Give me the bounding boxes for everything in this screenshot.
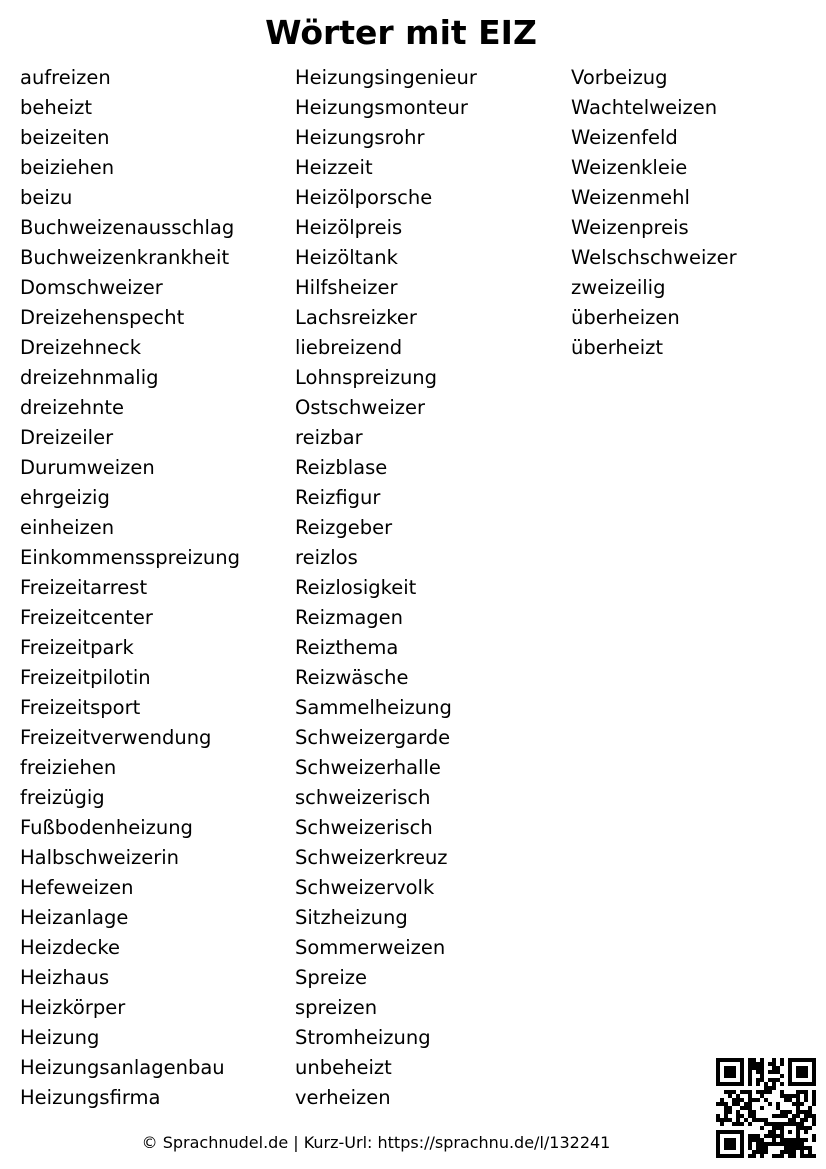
word-item: Heizung: [20, 1026, 100, 1049]
word-item: Freizeitpark: [20, 636, 134, 659]
word-item: Heizanlage: [20, 906, 129, 929]
word-item: Hefeweizen: [20, 876, 134, 899]
word-item: Reizwäsche: [295, 666, 409, 689]
word-item: Vorbeizug: [571, 66, 668, 89]
word-item: zweizeilig: [571, 276, 666, 299]
word-item: Durumweizen: [20, 456, 155, 479]
word-item: Schweizerisch: [295, 816, 433, 839]
word-item: Freizeitcenter: [20, 606, 153, 629]
footer-copyright[interactable]: © Sprachnudel.de | Kurz-Url: https://sprachnu.de/l/132241: [141, 1133, 611, 1152]
word-item: Einkommensspreizung: [20, 546, 241, 569]
word-item: Dreizehenspecht: [20, 306, 185, 329]
word-item: dreizehnte: [20, 396, 124, 419]
word-item: Heizöltank: [295, 246, 398, 269]
word-item: Heizungsfirma: [20, 1086, 161, 1109]
word-item: reizlos: [295, 546, 358, 569]
word-item: unbeheizt: [295, 1056, 392, 1079]
word-item: spreizen: [295, 996, 378, 1019]
word-item: Dreizeiler: [20, 426, 114, 449]
word-item: Freizeitarrest: [20, 576, 148, 599]
word-item: freiziehen: [20, 756, 117, 779]
page-title: Wörter mit EIZ: [265, 13, 537, 52]
word-item: Lachsreizker: [295, 306, 417, 329]
word-item: Heizungsmonteur: [295, 96, 468, 119]
word-item: Heizkörper: [20, 996, 126, 1019]
word-item: beiziehen: [20, 156, 115, 179]
word-item: überheizt: [571, 336, 664, 359]
word-item: Domschweizer: [20, 276, 163, 299]
word-item: Schweizerhalle: [295, 756, 441, 779]
word-item: Weizenmehl: [571, 186, 690, 209]
word-item: verheizen: [295, 1086, 391, 1109]
word-item: freizügig: [20, 786, 105, 809]
qr-code-icon: [716, 1058, 816, 1158]
word-item: aufreizen: [20, 66, 111, 89]
word-item: Freizeitpilotin: [20, 666, 151, 689]
word-item: Heizungsanlagenbau: [20, 1056, 225, 1079]
word-item: Reizlosigkeit: [295, 576, 417, 599]
word-item: Schweizergarde: [295, 726, 451, 749]
word-item: Weizenfeld: [571, 126, 678, 149]
word-item: Heizhaus: [20, 966, 110, 989]
word-item: Fußbodenheizung: [20, 816, 193, 839]
word-item: Heizdecke: [20, 936, 121, 959]
word-item: Reizthema: [295, 636, 399, 659]
word-item: Buchweizenausschlag: [20, 216, 235, 239]
word-item: Heizzeit: [295, 156, 373, 179]
word-item: Halbschweizerin: [20, 846, 180, 869]
word-item: Buchweizenkrankheit: [20, 246, 230, 269]
word-item: Hilfsheizer: [295, 276, 398, 299]
word-item: Heizölpreis: [295, 216, 403, 239]
word-item: dreizehnmalig: [20, 366, 159, 389]
word-item: beizu: [20, 186, 73, 209]
word-item: Sammelheizung: [295, 696, 452, 719]
word-item: reizbar: [295, 426, 363, 449]
word-column-2: [295, 63, 477, 1113]
word-item: Reizgeber: [295, 516, 393, 539]
word-item: ehrgeizig: [20, 486, 110, 509]
word-item: Sitzheizung: [295, 906, 408, 929]
word-item: Weizenkleie: [571, 156, 688, 179]
word-item: Reizmagen: [295, 606, 404, 629]
word-column-1: [20, 63, 240, 1113]
word-item: Schweizerkreuz: [295, 846, 448, 869]
word-item: Heizungsrohr: [295, 126, 425, 149]
word-item: Weizenpreis: [571, 216, 689, 239]
word-item: Lohnspreizung: [295, 366, 438, 389]
word-item: beheizt: [20, 96, 93, 119]
word-item: einheizen: [20, 516, 115, 539]
word-item: Stromheizung: [295, 1026, 431, 1049]
word-item: Freizeitverwendung: [20, 726, 212, 749]
word-item: Wachtelweizen: [571, 96, 718, 119]
word-item: Welschschweizer: [571, 246, 737, 269]
word-item: überheizen: [571, 306, 680, 329]
word-item: Heizungsingenieur: [295, 66, 477, 89]
word-item: Spreize: [295, 966, 367, 989]
word-item: Heizölporsche: [295, 186, 433, 209]
word-item: liebreizend: [295, 336, 403, 359]
word-item: schweizerisch: [295, 786, 431, 809]
word-item: Schweizervolk: [295, 876, 435, 899]
word-item: beizeiten: [20, 126, 110, 149]
word-item: Reizblase: [295, 456, 388, 479]
word-item: Freizeitsport: [20, 696, 141, 719]
word-item: Sommerweizen: [295, 936, 446, 959]
word-item: Reizfigur: [295, 486, 381, 509]
word-item: Dreizehneck: [20, 336, 141, 359]
word-column-3: [571, 63, 737, 363]
word-item: Ostschweizer: [295, 396, 426, 419]
